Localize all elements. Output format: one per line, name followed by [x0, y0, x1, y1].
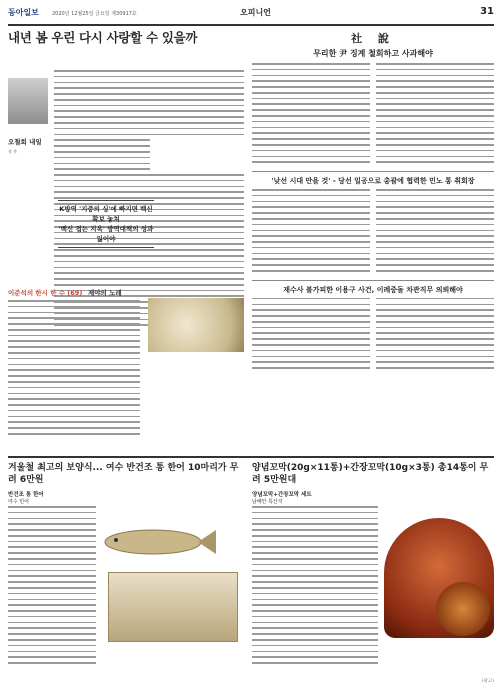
ad-cockle-sub: 남해안 특산지: [252, 499, 283, 505]
columnist-role: 작 촉: [8, 149, 17, 154]
product-box: [108, 572, 238, 642]
pull-quote-line-1: K방역 '지중의 싱'에 빠지면 백신 확보 놓쳐: [59, 205, 153, 223]
columnist-name: 오철희 내일: [8, 138, 42, 146]
poem-column: [8, 288, 244, 348]
pull-quote: [58, 200, 154, 248]
editorial-headline-2: '낮선 시대 만을 것' - 당선 일공으로 총괄에 협력한 민노 통 취회장: [271, 177, 475, 186]
divider: [252, 171, 494, 172]
column-headline: 내년 봄 우린 다시 사랑할 수 있을까: [8, 30, 198, 45]
poem-illustration: [148, 298, 244, 352]
editorial-headline-1: 무리한 尹 징계 철회하고 사과해야: [313, 49, 433, 58]
ad-cockle[interactable]: [252, 462, 494, 686]
editorial-body-2: [252, 189, 494, 276]
ad-fish-body: [8, 506, 96, 668]
ad-fish-sub: 여수 민어: [8, 499, 29, 505]
poem-title: 제야의 노래: [88, 289, 122, 297]
pull-quote-line-2: '백신 접는 지옥' 방역대책의 성과 잃어야: [58, 225, 154, 243]
issue-date: 2020년 12월25일 금요일 제30917호: [52, 11, 137, 17]
section-title: 오피니언: [240, 8, 271, 17]
divider: [252, 280, 494, 281]
poem-body: [8, 300, 140, 439]
ad-footnote: (광고): [481, 679, 494, 684]
page-header: [8, 4, 494, 26]
columnist-byline: [8, 138, 48, 156]
editorial-banner: 社 說: [351, 32, 395, 45]
editorial-body-1: [252, 63, 494, 167]
ad-fish-label: 반건조 통 한어: [8, 492, 44, 498]
ad-cockle-label: 양념꼬막+간장꼬막 세트: [252, 492, 312, 498]
editorial: [252, 30, 494, 373]
column-article: [8, 30, 244, 243]
editorial-headline-3: 재수사 불가피한 이용구 사건, 이례중돌 차관직무 의뢰해야: [283, 285, 463, 294]
advertisement-section: [8, 456, 494, 684]
ad-fish-headline: 겨울철 최고의 보양식... 여수 반건조 통 한어 10마리가 무려 6만원: [8, 463, 239, 485]
newspaper-logo: 동아일보: [8, 7, 39, 17]
page-number: 31: [480, 6, 494, 17]
poem-column-label: 이준석의 한시 한 수 (69): [8, 289, 83, 297]
cockle-side-image: [436, 582, 490, 636]
editorial-body-3: [252, 298, 494, 373]
ad-cockle-headline: 양념꼬막(20g×11통)+간장꼬막(10g×3통) 총14통이 무려 5만원대: [252, 463, 489, 485]
fish-illustration: [98, 522, 218, 562]
columnist-photo: [8, 78, 48, 124]
ad-cockle-body: [252, 506, 378, 668]
ad-fish[interactable]: [8, 462, 244, 686]
